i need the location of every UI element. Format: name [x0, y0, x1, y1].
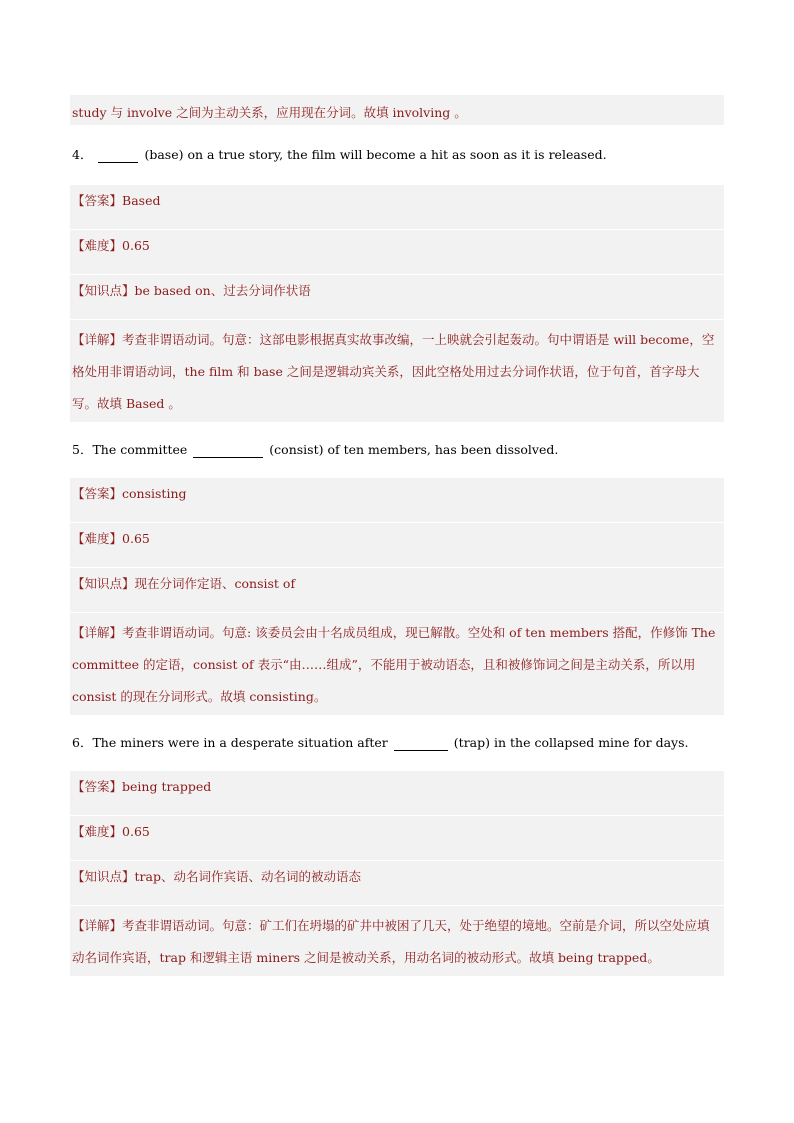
knowledge-row [70, 861, 724, 905]
knowledge-label: 【知识点】 [72, 576, 135, 591]
question-number: 6． [72, 735, 93, 750]
answer-label: 【答案】 [72, 779, 123, 794]
knowledge-value: trap、动名词作宾语、动名词的被动语态 [134, 869, 361, 884]
previous-detail-block [70, 95, 724, 125]
answer-row [70, 185, 724, 229]
question-text: (base) on a true story, the film will become a hit as soon as it is released. [144, 147, 607, 162]
difficulty-value: 0.65 [122, 238, 150, 253]
knowledge-label: 【知识点】 [72, 283, 135, 298]
detail-text: 考查非谓语动词。句意：这部电影根据真实故事改编，一上映就会引起轰动。句中谓语是 will become，空格处用非谓语动词，the film 和 base 之间是逻辑动宾关系，因此空格处用过去分词作状语，位于句首，首字母大写。故填 Based 。 [72, 332, 715, 411]
difficulty-value: 0.65 [122, 824, 150, 839]
question-text-pre: The committee [92, 442, 188, 457]
difficulty-value: 0.65 [122, 531, 150, 546]
question-text-pre: The miners were in a desperate situation after [92, 735, 388, 750]
answer-value: consisting [122, 486, 187, 501]
knowledge-row [70, 275, 724, 319]
difficulty-row [70, 523, 724, 567]
answer-label: 【答案】 [72, 193, 123, 208]
difficulty-label: 【难度】 [72, 824, 123, 839]
knowledge-value: be based on、过去分词作状语 [134, 283, 311, 298]
difficulty-label: 【难度】 [72, 531, 123, 546]
detail-text: 考查非谓语动词。句意: 该委员会由十名成员组成，现已解散。空处和 of ten members 搭配，作修饰 The committee 的定语，consist of 表示“由……组成”，不能用于被动语态，且和被修饰词之间是主动关系，所以用 consist 的现在分词形式。故填 consisting。 [72, 625, 716, 704]
answer-value: Based [122, 193, 161, 208]
difficulty-label: 【难度】 [72, 238, 123, 253]
difficulty-row [70, 230, 724, 274]
question-text: (trap) in the collapsed mine for days. [453, 735, 689, 750]
detail-row [70, 320, 724, 422]
question-6 [70, 715, 724, 771]
detail-label: 【详解】 [72, 332, 123, 347]
question-text: (consist) of ten members, has been dissolved. [269, 442, 559, 457]
answer-blank [193, 443, 263, 458]
previous-detail-text: study 与 involve 之间为主动关系，应用现在分词。故填 involving 。 [72, 105, 467, 120]
knowledge-row [70, 568, 724, 612]
question-number: 5． [72, 442, 93, 457]
detail-row [70, 906, 724, 976]
detail-label: 【详解】 [72, 918, 123, 933]
answer-row [70, 771, 724, 815]
answer-row [70, 478, 724, 522]
answer-blank [394, 736, 448, 751]
detail-row [70, 613, 724, 715]
answer-blank [98, 148, 138, 163]
question-4 [70, 125, 724, 185]
question-5 [70, 422, 724, 478]
worksheet-page [70, 95, 724, 976]
answer-label: 【答案】 [72, 486, 123, 501]
answer-value: being trapped [122, 779, 212, 794]
detail-text: 考查非谓语动词。句意：矿工们在坍塌的矿井中被困了几天，处于绝望的境地。空前是介词，所以空处应填动名词作宾语，trap 和逻辑主语 miners 之间是被动关系，用动名词的被动形式。故填 being trapped。 [72, 918, 710, 965]
detail-label: 【详解】 [72, 625, 123, 640]
knowledge-value: 现在分词作定语、consist of [134, 576, 296, 591]
difficulty-row [70, 816, 724, 860]
knowledge-label: 【知识点】 [72, 869, 135, 884]
question-number: 4． [72, 147, 93, 162]
